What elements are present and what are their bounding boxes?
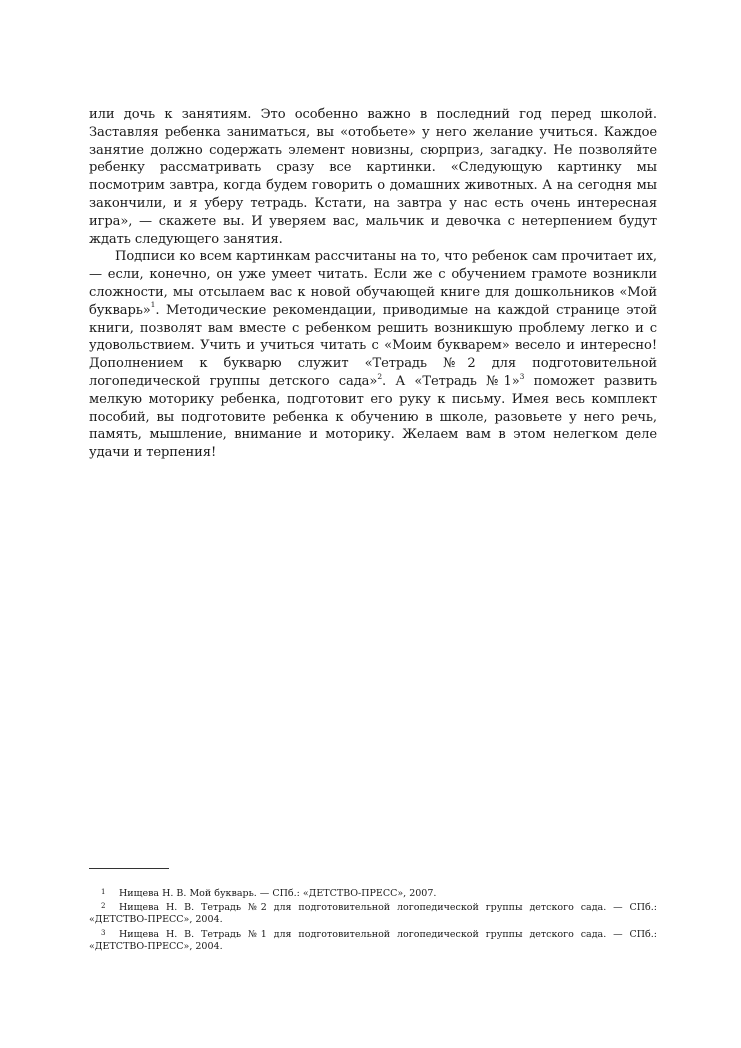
- paragraph-text: или дочь к занятиям. Это особенно важно в последний год перед школой. Заставляя ребенка заниматься, вы «отобьете» у него желание учиться. Каждое занятие должно содержать элемент новизны, сюрприз, загадку. Не позволяйте ребенку рассматривать сразу все картинки. «Следующую картинку мы посмотрим завтра, когда будем говорить о домашних животных. А на сегодня мы закончили, и я уберу тетрадь. Кстати, на завтра у нас есть очень интересная игра», — скажете вы. И уверяем вас, мальчик и девочка с нетерпением будут ждать следующего занятия.: [89, 107, 657, 247]
- paragraph-intro: [89, 106, 657, 248]
- footnote-ref-1[interactable]: 1: [150, 300, 156, 310]
- footnote-1: [89, 886, 657, 900]
- footnote-2: [89, 900, 657, 926]
- footnote-divider: [89, 868, 169, 869]
- paragraph-captions: [89, 248, 657, 462]
- footnote-text: Нищева Н. В. Тетрадь №2 для подготовительной логопедической группы детского сада. — СПб.: «ДЕТСТВО-ПРЕСС», 2004.: [89, 902, 657, 926]
- footnote-number: 1: [101, 888, 106, 896]
- footnote-text: Нищева Н. В. Тетрадь №1 для подготовительной логопедической группы детского сада. — СПб.: «ДЕТСТВО-ПРЕСС», 2004.: [89, 928, 657, 952]
- footnote-ref-3[interactable]: 3: [519, 371, 525, 381]
- footnotes: [89, 886, 657, 953]
- footnote-number: 3: [101, 928, 106, 937]
- paragraph-text: . Методические рекомендации, приводимые на каждой странице этой книги, позволят вам вместе с ребенком решить возникшую проблему легко и с удовольствием. Учить и учиться читать с «Моим букварем» весело и интересно! Дополнением к букварю служит «Тетрадь №2 для подготовительной логопедической группы детского сада»: [89, 302, 657, 389]
- footnote-text: Нищева Н. В. Мой букварь. — СПб.: «ДЕТСТВО-ПРЕСС», 2007.: [119, 888, 437, 899]
- footnote-number: 2: [101, 902, 106, 911]
- footnote-ref-2[interactable]: 2: [377, 371, 382, 381]
- footnote-3: [89, 927, 657, 953]
- page-body: [89, 106, 657, 462]
- paragraph-text: . А «Тетрадь №1»: [381, 373, 520, 389]
- paragraph-text: поможет развить мелкую моторику ребенка, подготовит его руку к письму. Имея весь комплект пособий, вы подготовите ребенка к обучению в школе, разовьете у него речь, память, мышление, внимание и моторику. Желаем вам в этом нелегком деле удачи и терпения!: [89, 373, 657, 461]
- paragraph-text: Подписи ко всем картинкам рассчитаны на то, что ребенок сам прочитает их, — если, конечно, он уже умеет читать. Если же с обучением грамоте возникли сложности, мы отсылаем вас к новой обучающей книге для дошкольников «Мой букварь»: [89, 249, 657, 318]
